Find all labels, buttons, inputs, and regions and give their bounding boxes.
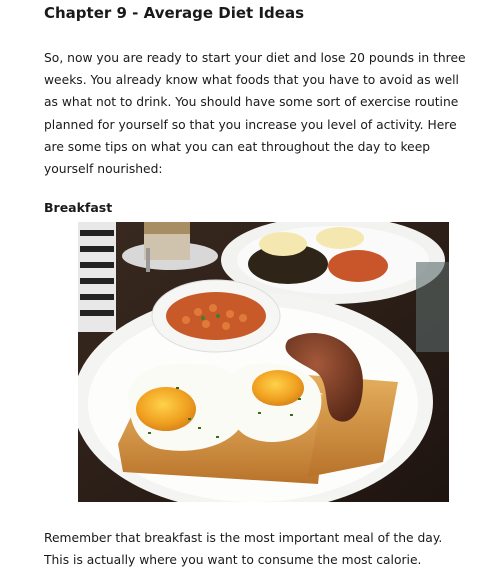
intro-paragraph: So, now you are ready to start your diet and lose 20 pounds in three weeks. You already know what foods that you have to avoid as well as what not to drink. You should have some sort of exercise routine planned for yourself so that you increase you level of activity. Here are some tips on what you can eat throughout the day to keep yourself nourished: [44, 51, 466, 177]
section-heading-breakfast: Breakfast [44, 200, 113, 215]
water-glass [416, 262, 449, 352]
breakfast-photo [78, 222, 449, 502]
striped-glass [78, 222, 116, 332]
chapter-title: Chapter 9 - Average Diet Ideas [44, 4, 304, 22]
beans-bowl [152, 280, 280, 352]
fried-eggs [128, 363, 321, 451]
outro-paragraph: Remember that breakfast is the most important meal of the day. This is actually where you want to consume the most calorie. [44, 531, 443, 568]
